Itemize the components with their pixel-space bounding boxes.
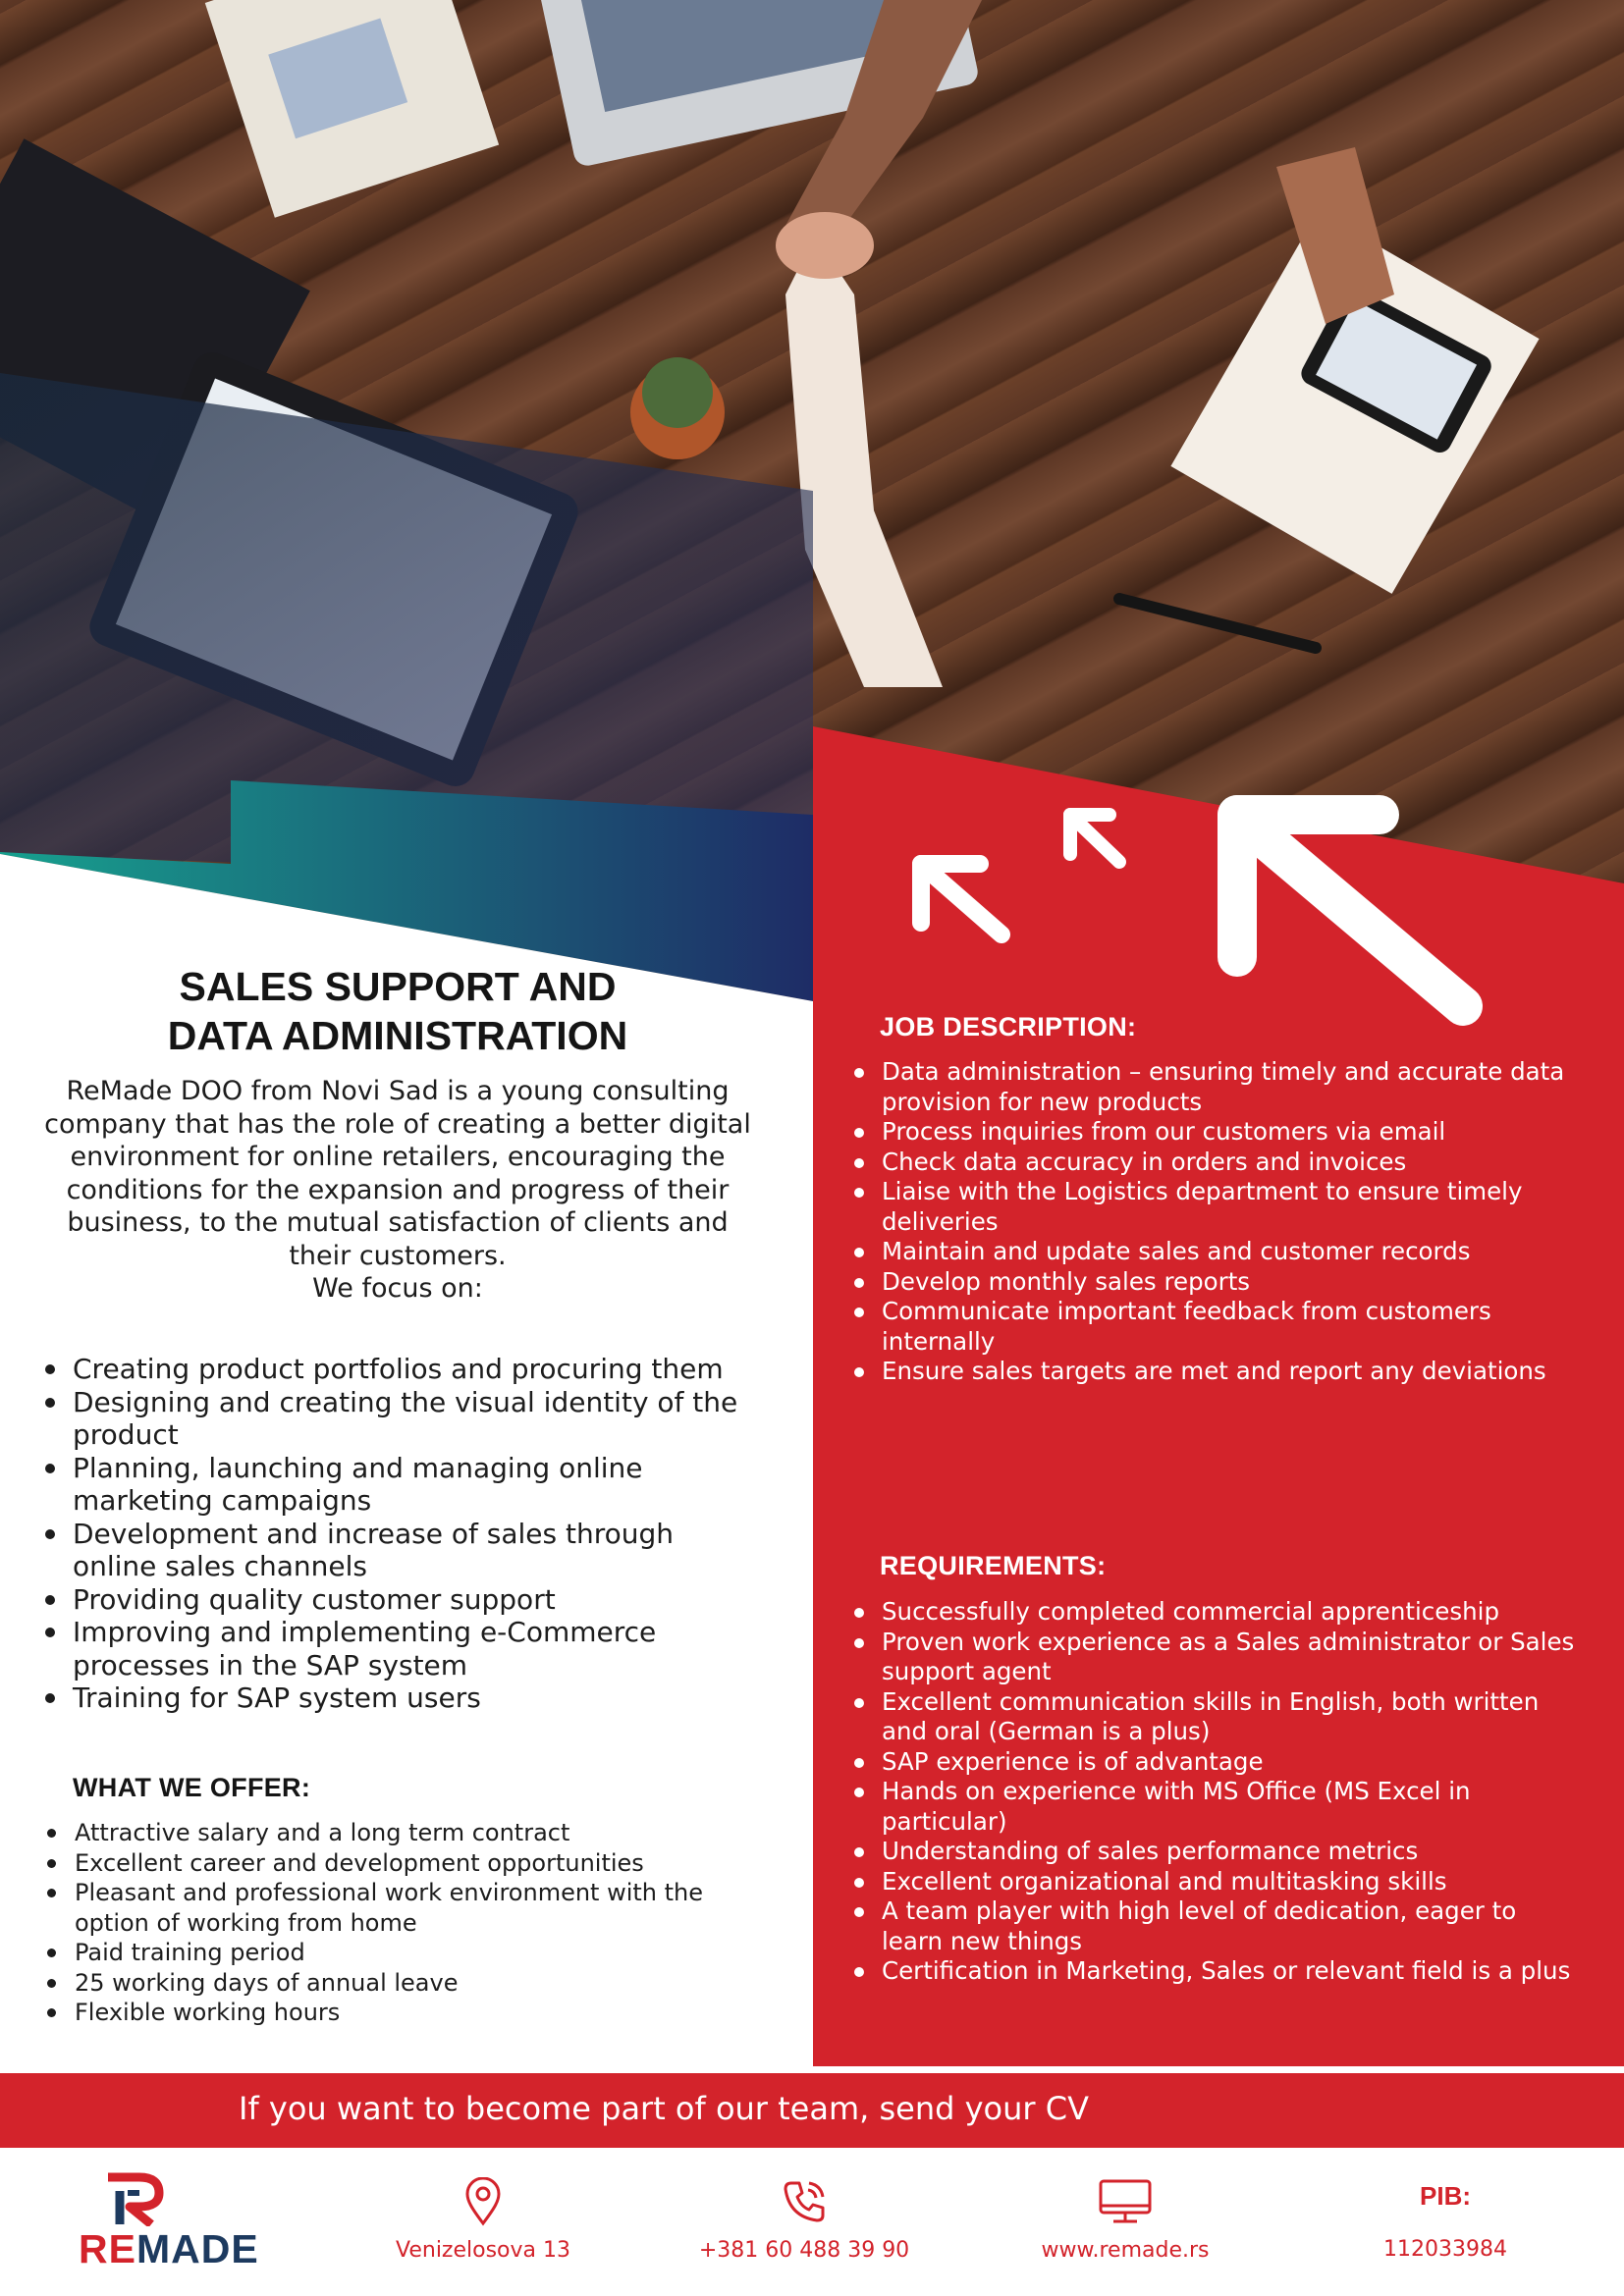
list-item: Planning, launching and managing online marketing campaigns <box>41 1452 748 1518</box>
phone-item[interactable] <box>657 2148 951 2263</box>
list-item: Improving and implementing e-Commerce processes in the SAP system <box>41 1616 748 1682</box>
list-item: Creating product portfolios and procuring them <box>41 1353 748 1386</box>
focus-list <box>41 1353 748 1715</box>
list-item: Excellent organizational and multitasking skills <box>850 1867 1577 1897</box>
job-description-heading: JOB DESCRIPTION: <box>880 1012 1137 1041</box>
website-item[interactable] <box>978 2148 1272 2263</box>
address-item <box>336 2148 630 2263</box>
phone-icon <box>780 2177 829 2226</box>
arrows-graphic <box>884 775 1492 1031</box>
remade-logo-mark-icon <box>100 2167 169 2226</box>
list-item: Check data accuracy in orders and invoices <box>850 1148 1577 1178</box>
footer <box>0 2148 1624 2296</box>
monitor-icon <box>1098 2177 1153 2226</box>
list-item: Proven work experience as a Sales administrator or Sales support agent <box>850 1628 1577 1687</box>
location-pin-icon <box>463 2177 503 2226</box>
list-item: Develop monthly sales reports <box>850 1267 1577 1298</box>
list-item: Excellent career and development opportunities <box>43 1848 750 1879</box>
focus-label: We focus on: <box>312 1273 483 1304</box>
list-item: Data administration – ensuring timely and accurate data provision for new products <box>850 1057 1577 1117</box>
logo-re: RE <box>79 2226 136 2271</box>
list-item: Providing quality customer support <box>41 1583 748 1617</box>
list-item: Hands on experience with MS Office (MS Excel in particular) <box>850 1777 1577 1837</box>
list-item: Flexible working hours <box>43 1998 750 2028</box>
arrow-up-left-icon <box>1237 815 1463 1006</box>
arrow-up-left-icon <box>1070 815 1119 862</box>
list-item: 25 working days of annual leave <box>43 1968 750 1999</box>
list-item: Excellent communication skills in English, both written and oral (German is a plus) <box>850 1687 1577 1747</box>
list-item: Liaise with the Logistics department to ensure timely deliveries <box>850 1177 1577 1237</box>
offer-heading: WHAT WE OFFER: <box>73 1773 311 1802</box>
list-item: Paid training period <box>43 1938 750 1968</box>
list-item: Certification in Marketing, Sales or relevant field is a plus <box>850 1956 1577 1987</box>
list-item: Training for SAP system users <box>41 1682 748 1715</box>
list-item: Pleasant and professional work environment with the option of working from home <box>43 1878 750 1938</box>
list-item: Successfully completed commercial apprenticeship <box>850 1597 1577 1628</box>
list-item: Ensure sales targets are met and report any deviations <box>850 1357 1577 1387</box>
pib-value: 112033984 <box>1383 2237 1507 2262</box>
company-intro <box>39 1075 756 1306</box>
list-item: Process inquiries from our customers via email <box>850 1117 1577 1148</box>
address-text: Venizelosova 13 <box>396 2238 570 2263</box>
arrow-up-left-icon <box>921 864 1001 934</box>
list-item: Understanding of sales performance metrics <box>850 1837 1577 1867</box>
page-title <box>0 962 795 1060</box>
list-item: Attractive salary and a long term contract <box>43 1818 750 1848</box>
list-item: Maintain and update sales and customer records <box>850 1237 1577 1267</box>
list-item: Designing and creating the visual identity of the product <box>41 1386 748 1452</box>
requirements-list <box>850 1597 1577 1987</box>
intro-text: ReMade DOO from Novi Sad is a young consulting company that has the role of creating a better digital environment for online retailers, encouraging the conditions for the expansion and progress of their business, to the mutual satisfaction of clients and their customers. <box>44 1076 751 1271</box>
cta-bar <box>0 2073 1624 2148</box>
list-item: SAP experience is of advantage <box>850 1747 1577 1778</box>
pen <box>1119 599 1316 648</box>
offer-list <box>43 1818 750 2028</box>
logo-made: MADE <box>135 2226 259 2271</box>
title-line: DATA ADMINISTRATION <box>167 1013 628 1058</box>
list-item: Communicate important feedback from customers internally <box>850 1297 1577 1357</box>
remade-wordmark <box>79 2226 259 2272</box>
requirements-heading: REQUIREMENTS: <box>880 1551 1107 1580</box>
list-item: A team player with high level of dedication, eager to learn new things <box>850 1896 1577 1956</box>
pib-label: PIB: <box>1420 2181 1471 2211</box>
pib-item <box>1298 2148 1593 2262</box>
list-item: Development and increase of sales through online sales channels <box>41 1518 748 1583</box>
cta-text: If you want to become part of our team, send your CV <box>239 2090 1089 2127</box>
title-line: SALES SUPPORT AND <box>179 964 617 1009</box>
remade-logo[interactable] <box>39 2148 259 2296</box>
phone-text[interactable]: +381 60 488 39 90 <box>698 2238 910 2263</box>
handshake <box>776 212 874 279</box>
website-link[interactable]: www.remade.rs <box>1041 2238 1210 2263</box>
plant <box>642 357 713 428</box>
job-description-list <box>850 1057 1577 1387</box>
